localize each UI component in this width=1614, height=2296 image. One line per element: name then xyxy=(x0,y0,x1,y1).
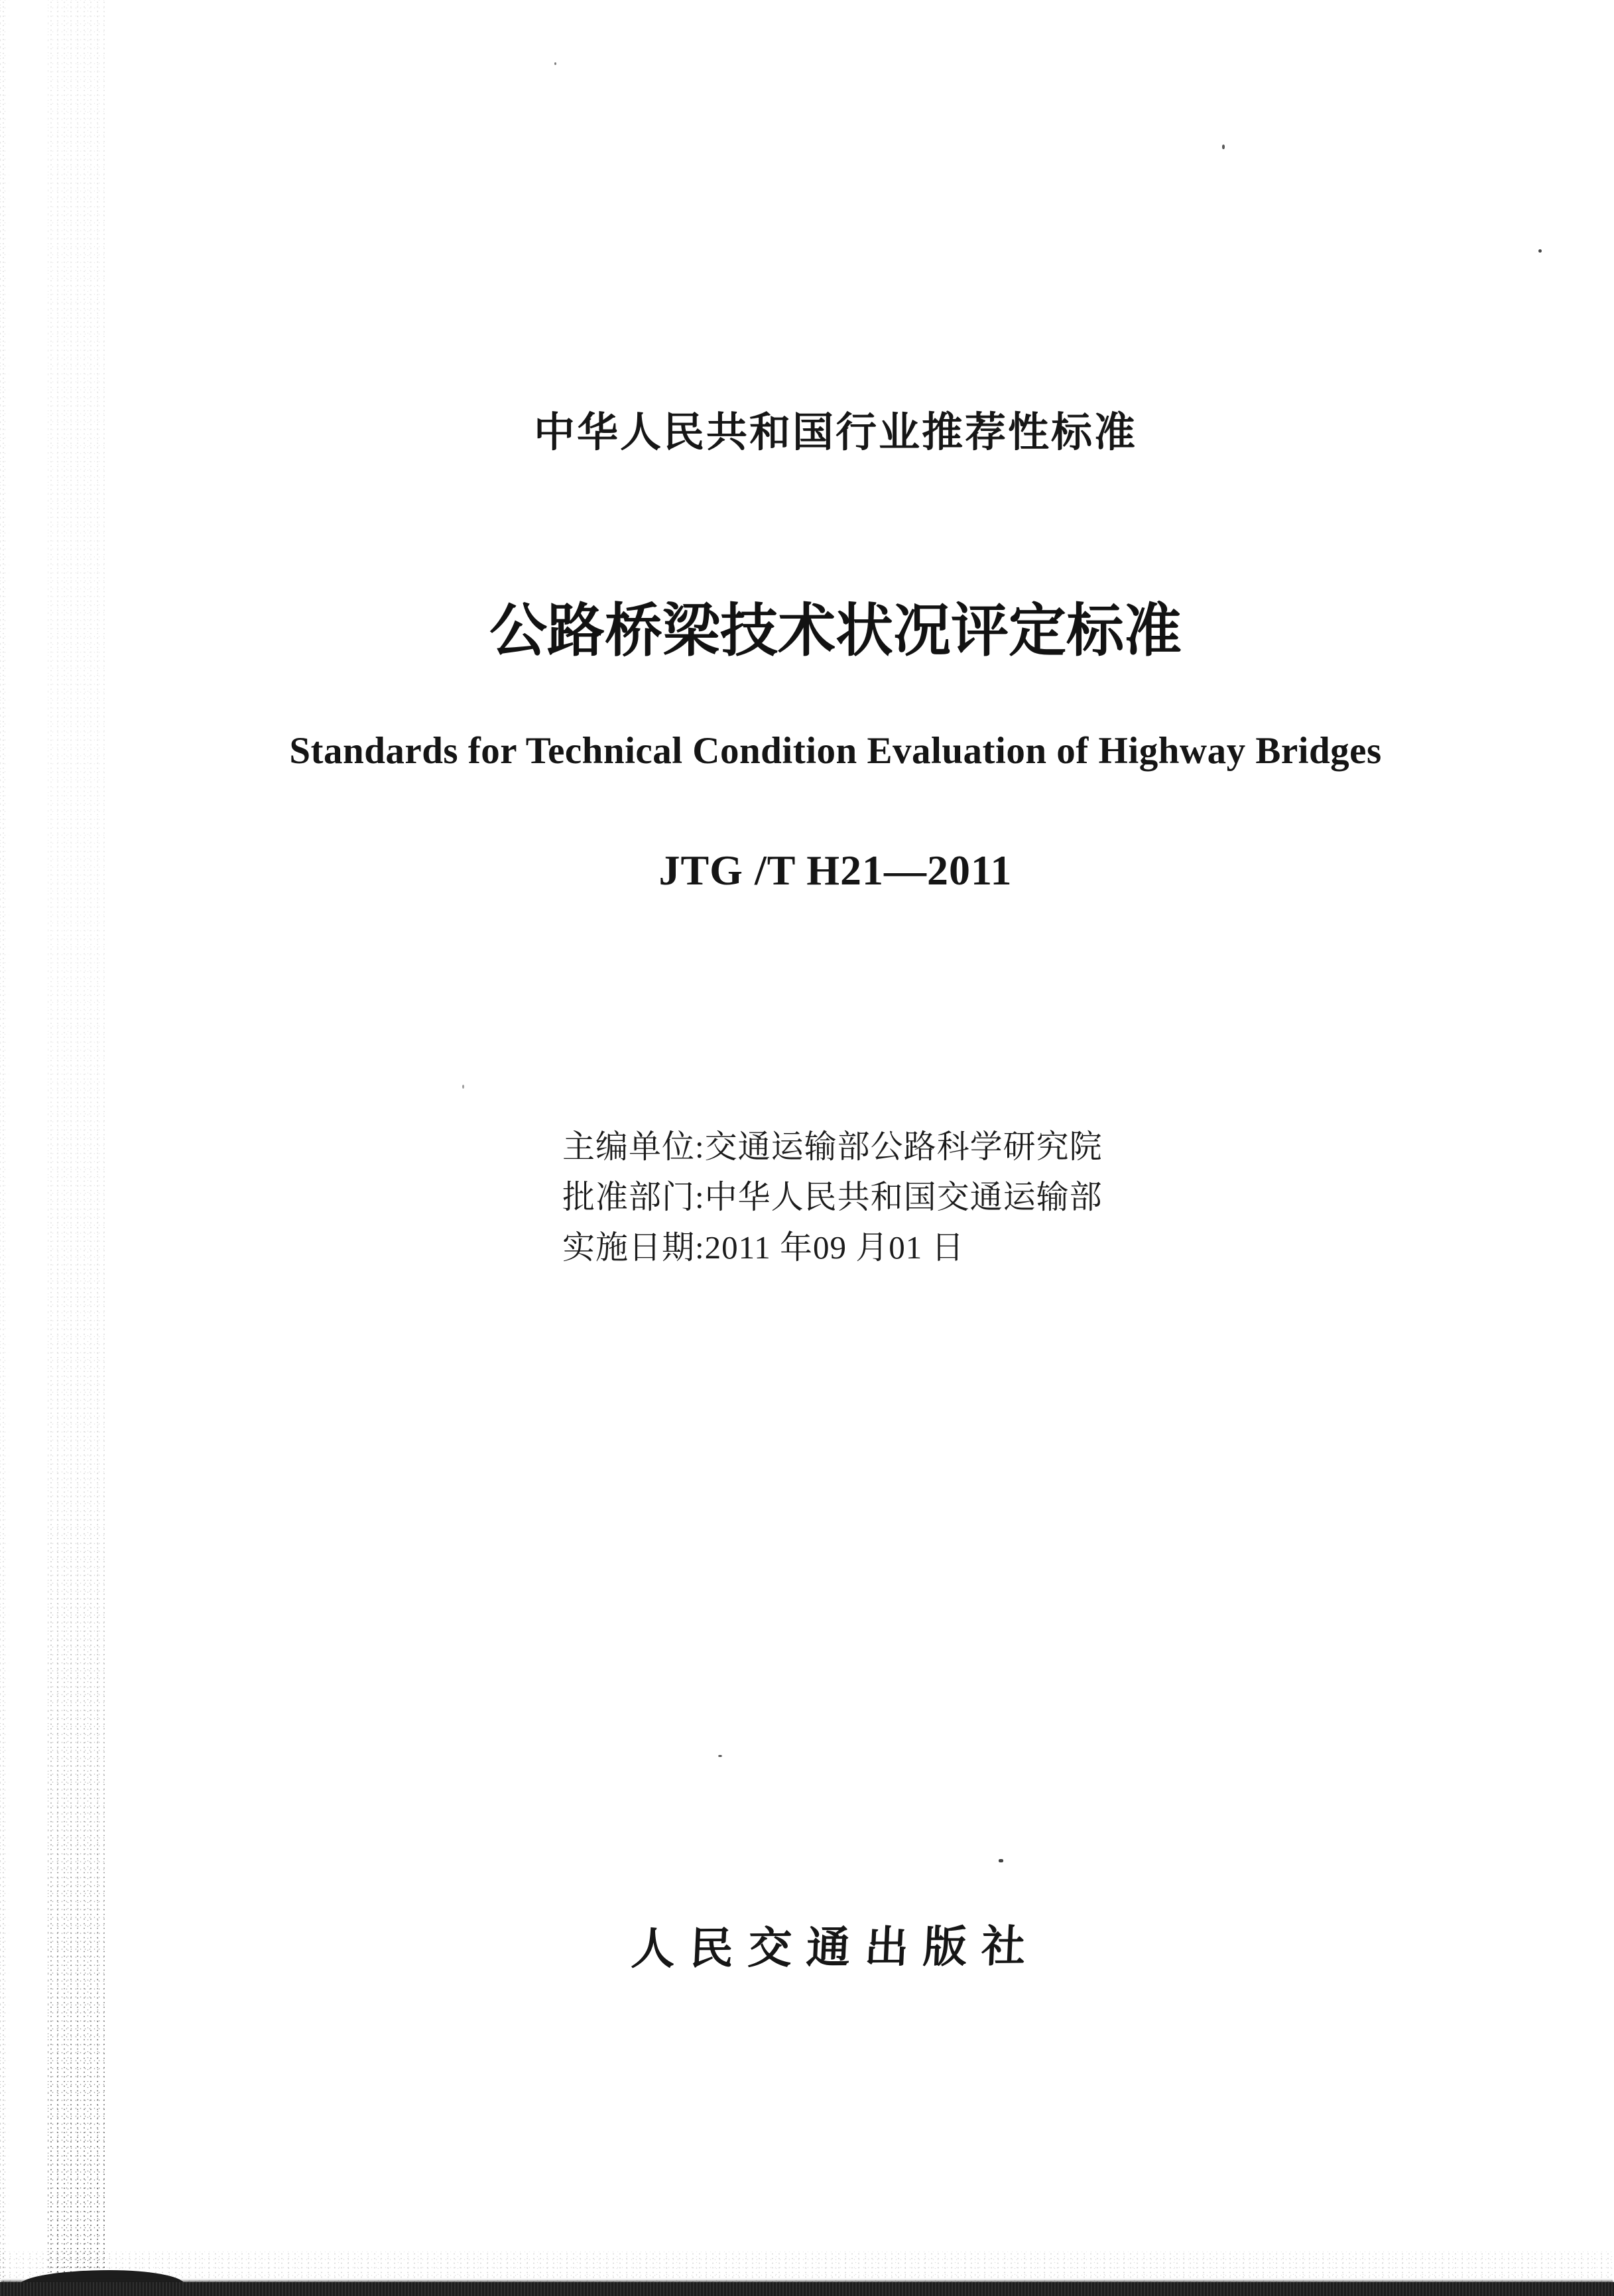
scan-speck xyxy=(462,1085,464,1089)
scan-speck xyxy=(718,1755,722,1757)
standard-number: JTG /T H21—2011 xyxy=(658,847,1013,894)
scan-edge-bottom xyxy=(0,2282,1614,2296)
scan-noise-bottom-dither xyxy=(0,2252,1614,2283)
scan-noise-left-band xyxy=(48,0,106,2284)
scan-speck xyxy=(1222,145,1225,149)
publication-info xyxy=(562,1122,1103,1273)
approval-department-line xyxy=(562,1172,1103,1223)
publisher-imprint: 人民交通出版社 xyxy=(630,1922,1041,1974)
chief-editor-label: 主编单位: xyxy=(562,1128,705,1165)
scan-noise-left-edge xyxy=(0,0,9,2284)
scan-speck xyxy=(999,1859,1003,1862)
implementation-date-value: 2011 年09 月01 日 xyxy=(704,1229,965,1266)
approval-department-value: 中华人民共和国交通运输部 xyxy=(704,1179,1103,1215)
series-label: 中华人民共和国行业推荐性标准 xyxy=(533,410,1137,455)
scan-speck xyxy=(554,62,556,65)
scan-speck xyxy=(1538,249,1542,253)
chief-editor-line xyxy=(562,1122,1103,1172)
chief-editor-value: 交通运输部公路科学研究院 xyxy=(704,1128,1103,1165)
implementation-date-label: 实施日期: xyxy=(562,1229,705,1266)
implementation-date-line xyxy=(562,1223,1103,1273)
title-chinese: 公路桥梁技术状况评定标准 xyxy=(489,599,1182,663)
title-english: Standards for Technical Condition Evaluation of Highway Bridges xyxy=(289,730,1382,772)
approval-department-label: 批准部门: xyxy=(562,1179,705,1215)
